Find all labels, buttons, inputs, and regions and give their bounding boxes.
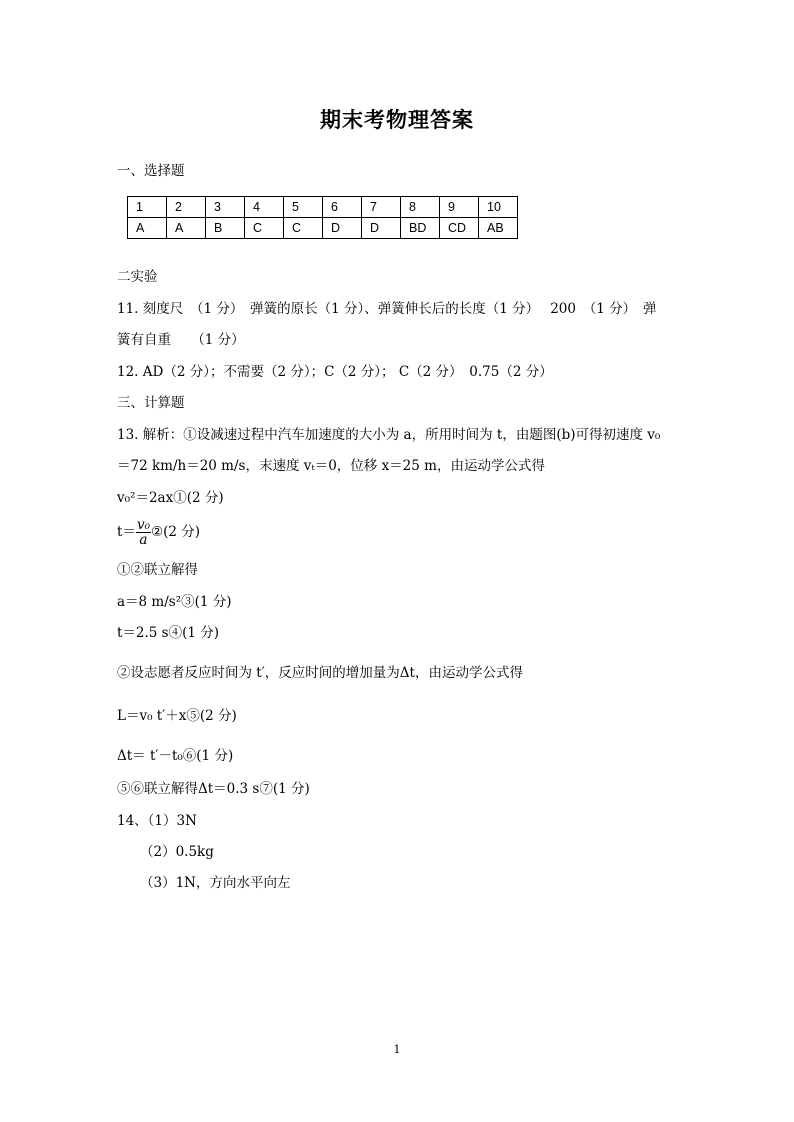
solution-line: t＝2.5 s④(1 分) <box>117 625 220 641</box>
table-cell: BD <box>401 218 440 239</box>
solution-line: ②设志愿者反应时间为 t′，反应时间的增加量为Δt，由运动学公式得 <box>117 665 523 681</box>
answer-line-11b: 簧有自重 （1 分） <box>117 332 245 348</box>
answer-line-14: 14、（1）3N <box>117 813 197 829</box>
solution-line: a＝8 m/s²③(1 分) <box>117 594 232 610</box>
table-row-answers <box>128 218 518 239</box>
table-cell: 3 <box>206 197 245 218</box>
table-cell: 5 <box>284 197 323 218</box>
table-cell: B <box>206 218 245 239</box>
fraction <box>136 518 151 547</box>
page-number: 1 <box>393 1043 401 1056</box>
formula-prefix: t＝ <box>117 524 136 540</box>
table-cell: C <box>245 218 284 239</box>
table-cell: C <box>284 218 323 239</box>
solution-line: Δt＝ t′－t₀⑥(1 分) <box>117 748 234 764</box>
table-cell: CD <box>440 218 479 239</box>
table-cell: 9 <box>440 197 479 218</box>
answer-line-14-2: （2）0.5kg <box>140 844 214 860</box>
table-cell: 8 <box>401 197 440 218</box>
solution-line: ①②联立解得 <box>117 562 198 578</box>
table-cell: AB <box>479 218 518 239</box>
solution-line: 13. 解析：①设减速过程中汽车加速度的大小为 a，所用时间为 t，由题图(b)可得初速度 v₀ <box>117 427 661 443</box>
answer-line-14-3: （3）1N，方向水平向左 <box>140 875 291 891</box>
section-heading-experiment: 二实验 <box>117 269 158 285</box>
solution-line: L＝v₀ t′＋x⑤(2 分) <box>117 708 237 724</box>
solution-line-fraction <box>117 518 200 547</box>
table-cell: A <box>167 218 206 239</box>
table-cell: 10 <box>479 197 518 218</box>
solution-line: ⑤⑥联立解得Δt＝0.3 s⑦(1 分) <box>117 781 310 797</box>
answer-line-12: 12. AD（2 分）；不需要（2 分）；C（2 分）； C（2 分） 0.75（2 分） <box>117 364 553 380</box>
section-heading-calculation: 三、计算题 <box>117 395 185 411</box>
table-cell: 2 <box>167 197 206 218</box>
solution-line: ＝72 km/h＝20 m/s，末速度 vₜ＝0，位移 x＝25 m，由运动学公式得 <box>117 458 545 474</box>
table-cell: 6 <box>323 197 362 218</box>
table-row-numbers <box>128 197 518 218</box>
page-title: 期末考物理答案 <box>320 107 474 132</box>
table-cell: 1 <box>128 197 167 218</box>
fraction-numerator: v₀ <box>136 517 150 533</box>
fraction-denominator: a <box>139 532 148 548</box>
answer-table <box>127 196 518 239</box>
table-cell: 4 <box>245 197 284 218</box>
table-cell: A <box>128 218 167 239</box>
section-heading-choice: 一、选择题 <box>117 163 185 179</box>
solution-line: v₀²＝2ax①(2 分) <box>117 490 224 506</box>
answer-line-11a: 11. 刻度尺 （1 分） 弹簧的原长（1 分）、弹簧伸长后的长度（1 分） 200 （1 分） 弹 <box>117 301 657 317</box>
table-cell: 7 <box>362 197 401 218</box>
formula-suffix: ②(2 分) <box>150 524 201 540</box>
table-cell: D <box>323 218 362 239</box>
table-cell: D <box>362 218 401 239</box>
